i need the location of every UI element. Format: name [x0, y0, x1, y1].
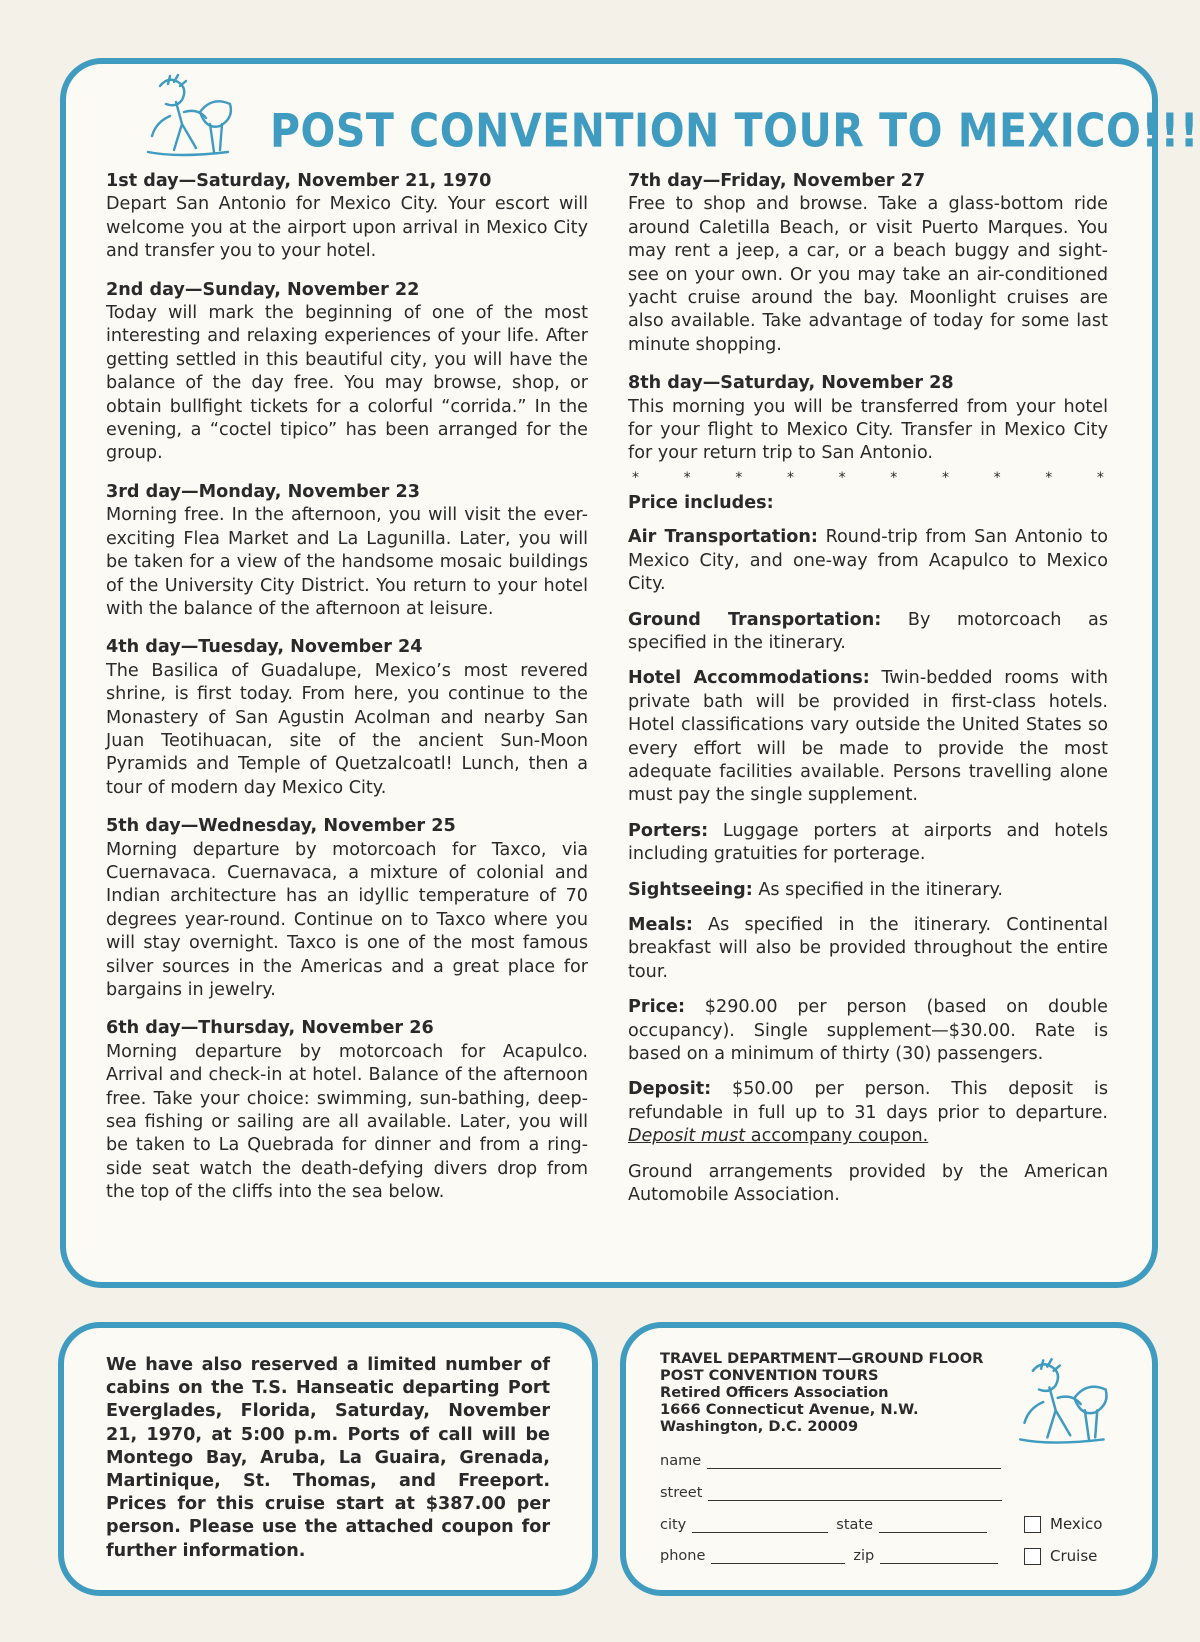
star: *: [890, 469, 898, 486]
day-8: [628, 372, 1108, 466]
star: *: [683, 469, 691, 486]
city-field[interactable]: [692, 1516, 828, 1533]
cartoon-figure-icon: [1012, 1354, 1116, 1450]
cruise-checkbox[interactable]: [1024, 1547, 1097, 1565]
checkbox-box[interactable]: [1024, 1516, 1041, 1533]
star: *: [838, 469, 846, 486]
name-label: name: [660, 1453, 702, 1469]
inc-text: Round-trip from San Antonio to Mexico City, and one-way from Acapulco to Mexico City.: [628, 527, 1108, 595]
address-line: TRAVEL DEPARTMENT—GROUND FLOOR: [660, 1350, 984, 1367]
inc-text: As specified in the itinerary. Continental breakfast will also be provided throughout the entire tour.: [628, 914, 1108, 982]
cruise-label: Cruise: [1050, 1547, 1098, 1565]
coupon-address: [660, 1350, 1000, 1435]
day-heading: 3rd day—Monday, November 23: [106, 481, 420, 502]
mexico-checkbox[interactable]: [1024, 1515, 1102, 1533]
day-7: [628, 170, 1108, 357]
day-description: The Basilica of Guadalupe, Mexico’s most revered shrine, is first today. From here, you continue to the Monastery of San Agustin Acolman and nearby San Juan Teotihuacan, site of the ancient Sun-Moon Pyramids and Temple of Quetzalcoatl! Lunch, then a tour of modern day Mexico City.: [106, 660, 588, 798]
state-field[interactable]: [879, 1516, 987, 1533]
ground-arrangements: Ground arrangements provided by the American Automobile Association.: [628, 1161, 1108, 1206]
hotel-accommodations: [628, 667, 1108, 807]
phone-label: phone: [660, 1548, 706, 1564]
page-title: POST CONVENTION TOUR TO MEXICO!!!: [270, 104, 1199, 158]
star: *: [993, 469, 1001, 486]
address-line: Retired Officers Association: [660, 1384, 889, 1401]
day-1: [106, 170, 588, 264]
checkbox-box[interactable]: [1024, 1548, 1041, 1565]
day-description: Today will mark the beginning of one of the most interesting and relaxing experiences of your life. After getting settled in this beautiful city, you will have the balance of the day free. You may browse, shop, or obtain bullfight tickets for a colorful “corrida.” In the evening, a “coctel tipico” has been arranged for the group.: [106, 303, 588, 464]
day-4: [106, 636, 588, 800]
city-state-row: [660, 1516, 987, 1533]
sightseeing: [628, 879, 1108, 902]
inc-label: Ground Transportation:: [628, 609, 882, 630]
star: *: [735, 469, 743, 486]
name-field[interactable]: [707, 1452, 1001, 1469]
day-heading: 1st day—Saturday, November 21, 1970: [106, 171, 492, 191]
inc-text: $290.00 per person (based on double occupancy). Single supplement—$30.00. Rate is based on a minimum of thirty (30) passengers.: [628, 997, 1108, 1064]
star: *: [1045, 469, 1053, 486]
star: *: [1096, 469, 1104, 486]
day-heading: 4th day—Tuesday, November 24: [106, 637, 423, 658]
cruise-announcement: We have also reserved a limited number of cabins on the T.S. Hanseatic departing Port Everglades, Florida, Saturday, November 21, 1970, at 5:00 p.m. Ports of call will be Montego Bay, Aruba, La Guaira, Grenada, Martinique, St. Thomas, and Freeport. Prices for this cruise start at $387.00 per person. Please use the attached coupon for further information.: [106, 1355, 550, 1561]
inc-label: Porters:: [628, 820, 709, 841]
day-description: Morning departure by motorcoach for Taxco, via Cuernavaca. Cuernavaca, a mixture of colonial and Indian architecture has an idyllic temperature of 70 degrees year-round. Continue on to Taxco where you will stay overnight. Taxco is one of the most famous silver sources in the Americas and a great place for bargains in jewelry.: [106, 839, 588, 1000]
street-label: street: [660, 1485, 703, 1501]
inc-label: Sightseeing:: [628, 879, 753, 900]
inc-label: Deposit:: [628, 1079, 712, 1100]
day-description: Morning departure by motorcoach for Acapulco. Arrival and check-in at hotel. Balance of the afternoon free. Take your choice: swimming, sun-bathing, deep-sea fishing or sailing are all available. Later, you will be taken to La Quebrada for dinner and from a ring-side seat watch the death-defying divers drop from the top of the cliffs into the sea below.: [106, 1041, 588, 1203]
meals: [628, 914, 1108, 984]
star-divider: [628, 470, 1108, 486]
day-2: [106, 279, 588, 466]
address-line: 1666 Connecticut Avenue, N.W.: [660, 1401, 919, 1418]
ground-transportation: [628, 609, 1108, 656]
phone-zip-row: [660, 1547, 998, 1564]
star: *: [786, 469, 794, 486]
state-label: state: [836, 1517, 874, 1533]
address-line: Washington, D.C. 20009: [660, 1418, 859, 1435]
inc-text: As specified in the itinerary.: [752, 879, 1004, 900]
air-transportation: [628, 526, 1108, 596]
day-description: Free to shop and browse. Take a glass-bottom ride around Caletilla Beach, or visit Puerto Marques. You may rent a jeep, a car, or a beach buggy and sight-see on your own. Or you may take an air-conditioned yacht cruise around the bay. Moonlight cruises are also available. Take advantage of today for some last minute shopping.: [628, 194, 1108, 355]
inc-text: $50.00 per person. This deposit is refundable in full up to 31 days prior to departure.: [628, 1079, 1108, 1123]
inc-label: Hotel Accommodations:: [628, 668, 870, 689]
zip-field[interactable]: [880, 1547, 998, 1564]
deposit-must-emphasis: Deposit must: [628, 1126, 746, 1147]
inc-text: Twin-bedded rooms with private bath will be provided in first-class hotels. Hotel classifications vary outside the United States so every effort will be made to provide the most adequate facilities available. Persons travelling alone must pay the single supplement.: [628, 668, 1108, 806]
itinerary-left-column: [106, 170, 588, 1220]
phone-field[interactable]: [711, 1547, 845, 1564]
inc-text: Luggage porters at airports and hotels including gratuities for porterage.: [628, 820, 1108, 865]
mexico-label: Mexico: [1050, 1515, 1103, 1533]
price-includes-heading: Price includes:: [628, 492, 774, 513]
day-description: This morning you will be transferred from your hotel for your flight to Mexico City. Transfer in Mexico City for your return trip to San Antonio.: [628, 396, 1108, 464]
day-heading: 8th day—Saturday, November 28: [628, 373, 954, 394]
itinerary-right-column: [628, 170, 1108, 1219]
star: *: [632, 469, 639, 486]
day-description: Depart San Antonio for Mexico City. Your escort will welcome you at the airport upon arrival in Mexico City and transfer you to your hotel.: [106, 194, 588, 262]
inc-label: Air Transportation:: [628, 527, 818, 548]
street-field[interactable]: [708, 1484, 1002, 1501]
city-label: city: [660, 1517, 687, 1533]
cartoon-figure-icon: [140, 72, 240, 160]
inc-label: Price:: [628, 997, 685, 1018]
day-3: [106, 481, 588, 621]
day-heading: 6th day—Thursday, November 26: [106, 1018, 434, 1039]
inc-label: Meals:: [628, 914, 693, 935]
name-field-row: [660, 1452, 1001, 1469]
day-heading: 7th day—Friday, November 27: [628, 171, 926, 191]
day-description: Morning free. In the afternoon, you will visit the ever-exciting Flea Market and La Lagunilla. Later, you will be taken for a view of the handsome mosaic buildings of the University City District. You return to your hotel with the balance of the afternoon at leisure.: [106, 505, 588, 619]
star: *: [941, 469, 949, 486]
deposit: [628, 1078, 1108, 1148]
zip-label: zip: [853, 1548, 875, 1564]
day-6: [106, 1017, 588, 1204]
deposit-tail: accompany coupon.: [745, 1126, 929, 1147]
day-heading: 5th day—Wednesday, November 25: [106, 816, 456, 837]
day-5: [106, 815, 588, 1002]
inc-text: By motorcoach as specified in the itinerary.: [628, 609, 1108, 653]
price: [628, 996, 1108, 1066]
street-field-row: [660, 1484, 1002, 1501]
address-line: POST CONVENTION TOURS: [660, 1367, 879, 1384]
porters: [628, 820, 1108, 867]
day-heading: 2nd day—Sunday, November 22: [106, 279, 420, 300]
